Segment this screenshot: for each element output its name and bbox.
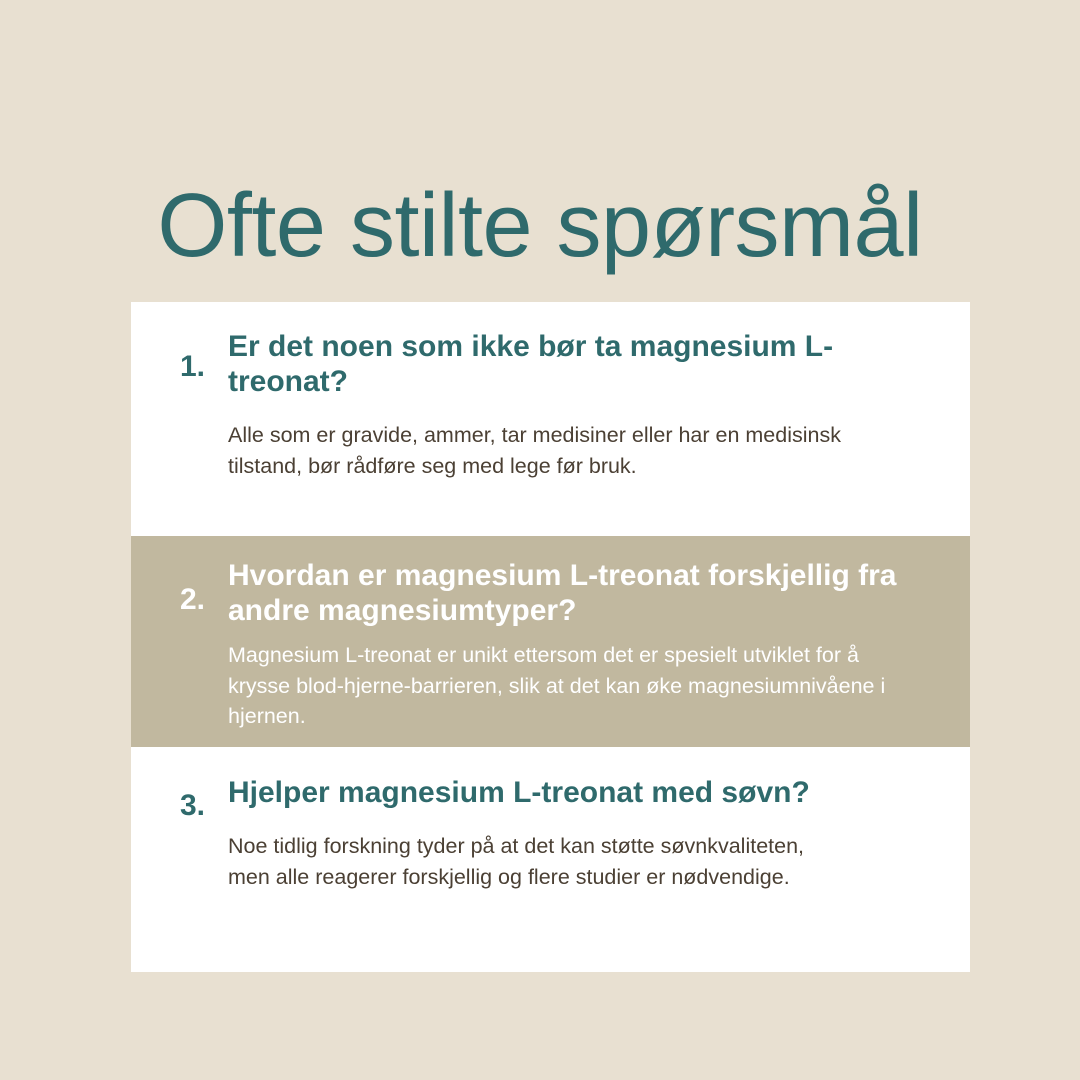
faq-item-3-number: 3.: [180, 789, 206, 822]
faq-item-3-body: [228, 775, 950, 892]
faq-item-2-number: 2.: [180, 583, 206, 616]
faq-item-2-question: Hvordan er magnesium L-treonat forskjellig fra andre magnesiumtyper?: [228, 559, 897, 628]
faq-item-1-body: [228, 329, 950, 481]
faq-item-3[interactable]: [131, 747, 970, 972]
faq-item-3-answer: Noe tidlig forskning tyder på at det kan støtte søvnkvaliteten, men alle reagerer forskjellig og flere studier er nødvendige.: [228, 834, 805, 889]
faq-item-1[interactable]: [131, 302, 970, 536]
faq-item-2[interactable]: [131, 536, 970, 747]
faq-item-2-answer: Magnesium L-treonat er unikt ettersom det er spesielt utviklet for å krysse blod-hjerne-barrieren, slik at det kan øke magnesiumnivåene i hjernen.: [228, 643, 886, 729]
faq-item-1-question: Er det noen som ikke bør ta magnesium L-treonat?: [228, 330, 834, 399]
faq-item-3-question: Hjelper magnesium L-treonat med søvn?: [228, 776, 810, 809]
faq-item-1-number: 1.: [180, 350, 206, 383]
faq-list: [131, 302, 970, 972]
faq-item-2-body: [228, 558, 950, 732]
page-title: Ofte stilte spørsmål: [157, 176, 923, 277]
faq-item-1-answer: Alle som er gravide, ammer, tar medisiner eller har en medisinsk tilstand, bør rådføre seg med lege før bruk.: [228, 423, 841, 478]
